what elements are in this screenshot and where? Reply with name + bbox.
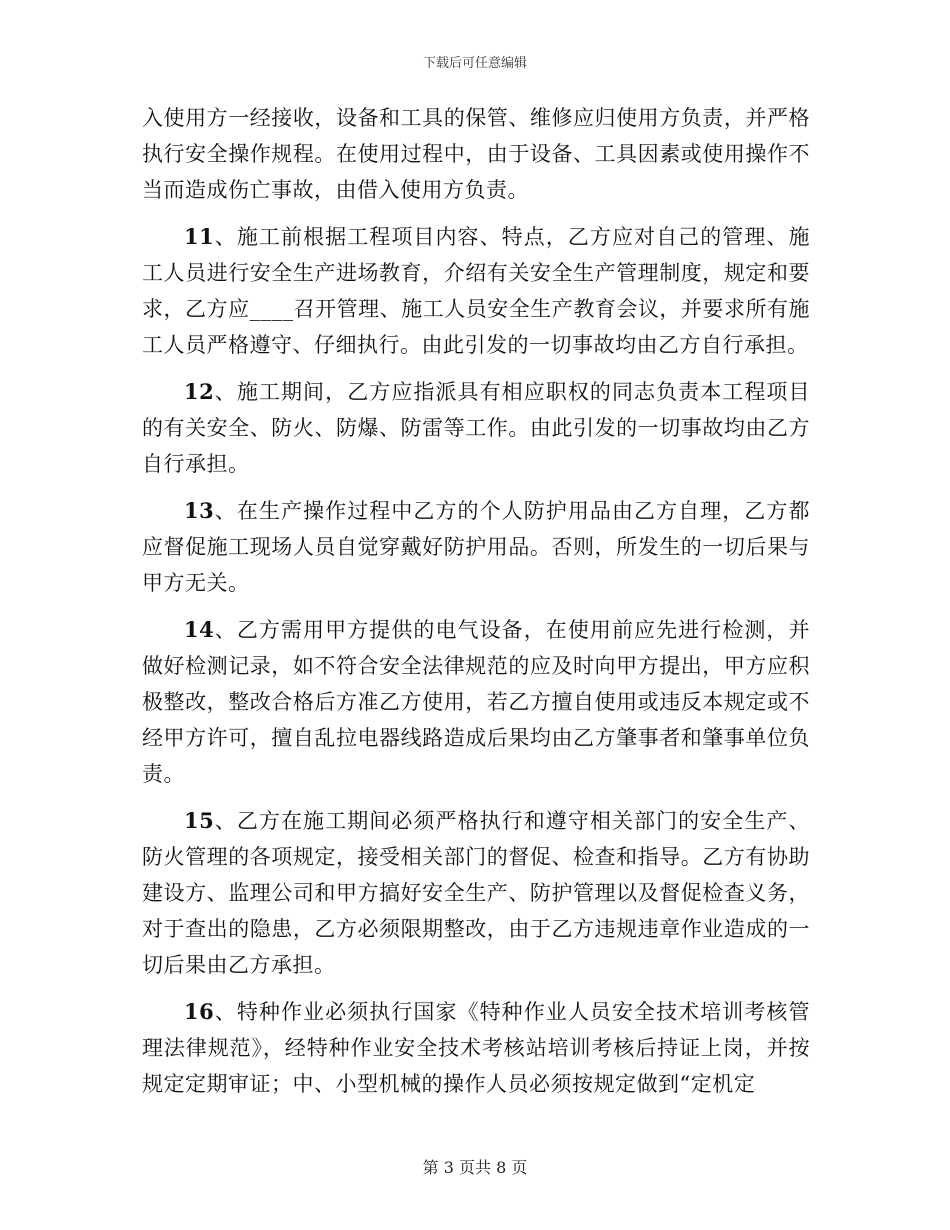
clause-number: 12 — [184, 379, 215, 404]
page-number-footer: 第 3 页共 8 页 — [422, 1158, 528, 1177]
clause-number: 14 — [184, 617, 215, 642]
page-header-note: 下载后可任意编辑 — [422, 56, 527, 71]
clause-number: 11 — [184, 224, 215, 249]
document-body — [142, 100, 810, 1113]
clause-number: 16 — [184, 999, 215, 1024]
clause-15 — [142, 803, 810, 983]
paragraph-continued — [142, 100, 810, 208]
clause-text: 入使用方一经接收，设备和工具的保管、维修应归使用方负责，并严格执行安全操作规程。在使用过程中，由于设备、工具因素或使用操作不当而造成伤亡事故，由借入使用方负责。 — [142, 106, 810, 202]
clause-text: 、特种作业必须执行国家《特种作业人员安全技术培训考核管理法律规范》，经特种作业安全技术考核站培训考核后持证上岗，并按规定定期审证；中、小型机械的操作人员必须按规定做到“定机定 — [142, 1000, 810, 1096]
clause-12 — [142, 374, 810, 482]
clause-16 — [142, 994, 810, 1102]
clause-11 — [142, 219, 810, 363]
clause-13 — [142, 493, 810, 601]
clause-number: 15 — [184, 808, 215, 833]
clause-text: 、在生产操作过程中乙方的个人防护用品由乙方自理，乙方都应督促施工现场人员自觉穿戴好防护用品。否则，所发生的一切后果与甲方无关。 — [142, 499, 810, 595]
clause-text: 、施工前根据工程项目内容、特点，乙方应对自己的管理、施工人员进行安全生产进场教育，介绍有关安全生产管理制度，规定和要求，乙方应____召开管理、施工人员安全生产教育会议，并要求所有施工人员严格遵守、仔细执行。由此引发的一切事故均由乙方自行承担。 — [142, 225, 810, 357]
clause-text: 、乙方在施工期间必须严格执行和遵守相关部门的安全生产、防火管理的各项规定，接受相关部门的督促、检查和指导。乙方有协助建设方、监理公司和甲方搞好安全生产、防护管理以及督促检查义务，对于查出的隐患，乙方必须限期整改，由于乙方违规违章作业造成的一切后果由乙方承担。 — [142, 809, 810, 977]
clause-text: 、施工期间，乙方应指派具有相应职权的同志负责本工程项目的有关安全、防火、防爆、防雷等工作。由此引发的一切事故均由乙方自行承担。 — [142, 380, 810, 476]
clause-text: 、乙方需用甲方提供的电气设备，在使用前应先进行检测，并做好检测记录，如不符合安全法律规范的应及时向甲方提出，甲方应积极整改，整改合格后方准乙方使用，若乙方擅自使用或违反本规定或不经甲方许可，擅自乱拉电器线路造成后果均由乙方肇事者和肇事单位负责。 — [142, 618, 810, 786]
clause-14 — [142, 612, 810, 792]
clause-number: 13 — [184, 498, 215, 523]
